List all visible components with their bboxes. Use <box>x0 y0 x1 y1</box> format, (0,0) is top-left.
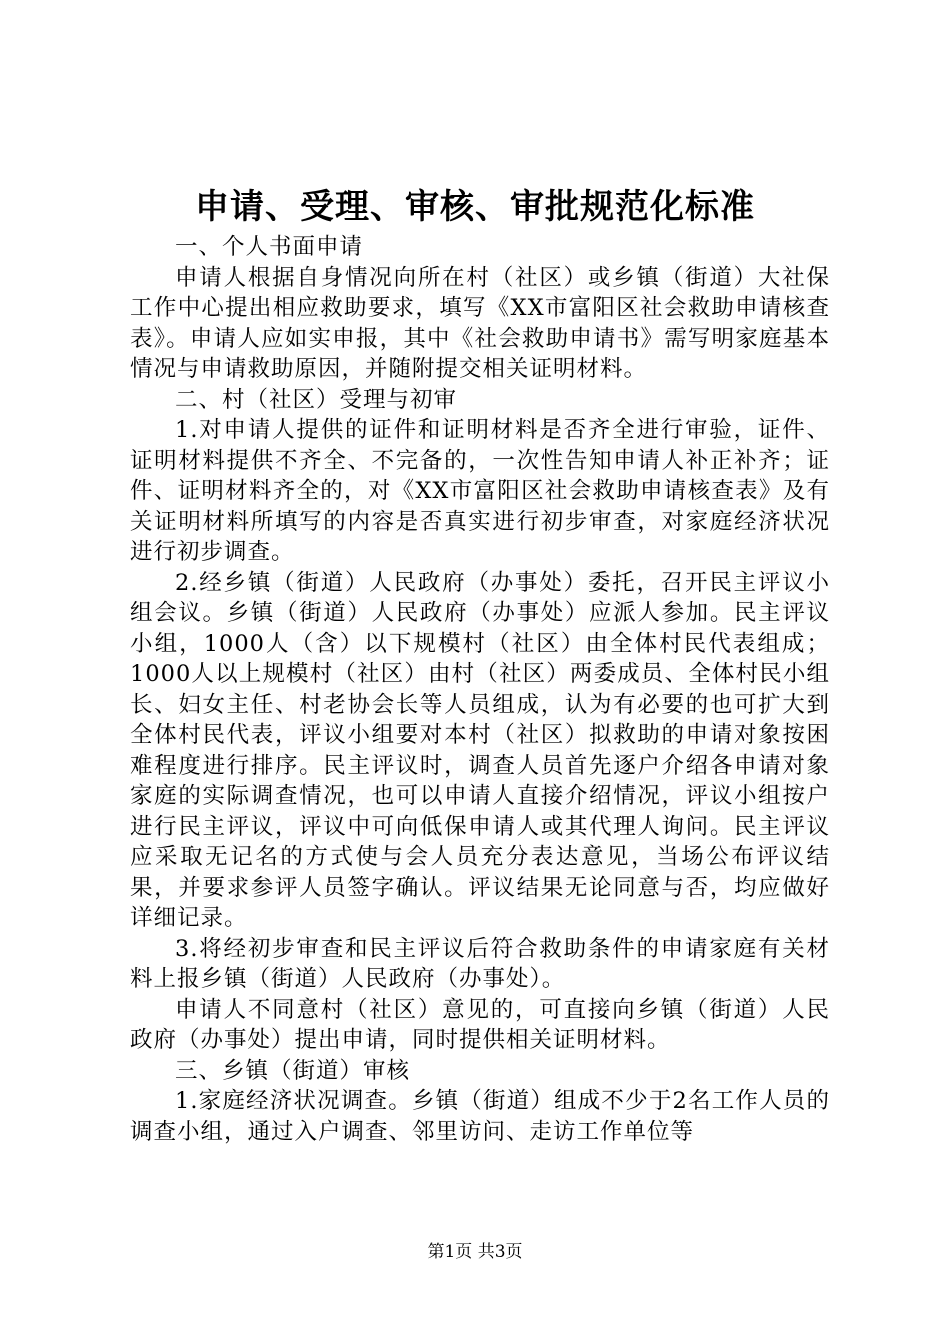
paragraph: 申请人根据自身情况向所在村（社区）或乡镇（街道）大社保工作中心提出相应救助要求，填写《XX市富阳区社会救助申请核查表》。申请人应如实申报，其中《社会救助申请书》需写明家庭基本情况与申请救助原因，并随附提交相关证明材料。 <box>130 264 830 382</box>
document-body <box>130 232 830 1147</box>
paragraph: 申请人不同意村（社区）意见的，可直接向乡镇（街道）人民政府（办事处）提出申请，同时提供相关证明材料。 <box>130 996 830 1053</box>
section-heading: 三、乡镇（街道）审核 <box>175 1057 411 1084</box>
paragraph: 1.对申请人提供的证件和证明材料是否齐全进行审验，证件、证明材料提供不齐全、不完备的，一次性告知申请人补正补齐；证件、证明材料齐全的，对《XX市富阳区社会救助申请核查表》及有关证明材料所填写的内容是否真实进行初步审查，对家庭经济状况进行初步调查。 <box>130 417 830 565</box>
paragraph: 2.经乡镇（街道）人民政府（办事处）委托，召开民主评议小组会议。乡镇（街道）人民政府（办事处）应派人参加。民主评议小组，1000人（含）以下规模村（社区）由全体村民代表组成；1000人以上规模村（社区）由村（社区）两委成员、全体村民小组长、妇女主任、村老协会长等人员组成，认为有必要的也可扩大到全体村民代表，评议小组要对本村（社区）拟救助的申请对象按困难程度进行排序。民主评议时，调查人员首先逐户介绍各申请对象家庭的实际调查情况，也可以申请人直接介绍情况，评议小组按户进行民主评议，评议中可向低保申请人或其代理人询问。民主评议应采取无记名的方式使与会人员充分表达意见，当场公布评议结果，并要求参评人员签字确认。评议结果无论同意与否，均应做好详细记录。 <box>130 569 830 931</box>
paragraph: 3.将经初步审查和民主评议后符合救助条件的申请家庭有关材料上报乡镇（街道）人民政府（办事处）。 <box>130 935 830 992</box>
section-heading: 二、村（社区）受理与初审 <box>175 386 458 413</box>
section-heading: 一、个人书面申请 <box>175 234 364 260</box>
paragraph: 1.家庭经济状况调查。乡镇（街道）组成不少于2名工作人员的调查小组，通过入户调查、邻里访问、走访工作单位等 <box>130 1088 830 1145</box>
page-footer: 第1页 共3页 <box>427 1242 523 1262</box>
document-title: 申请、受理、审核、审批规范化标准 <box>195 187 755 227</box>
